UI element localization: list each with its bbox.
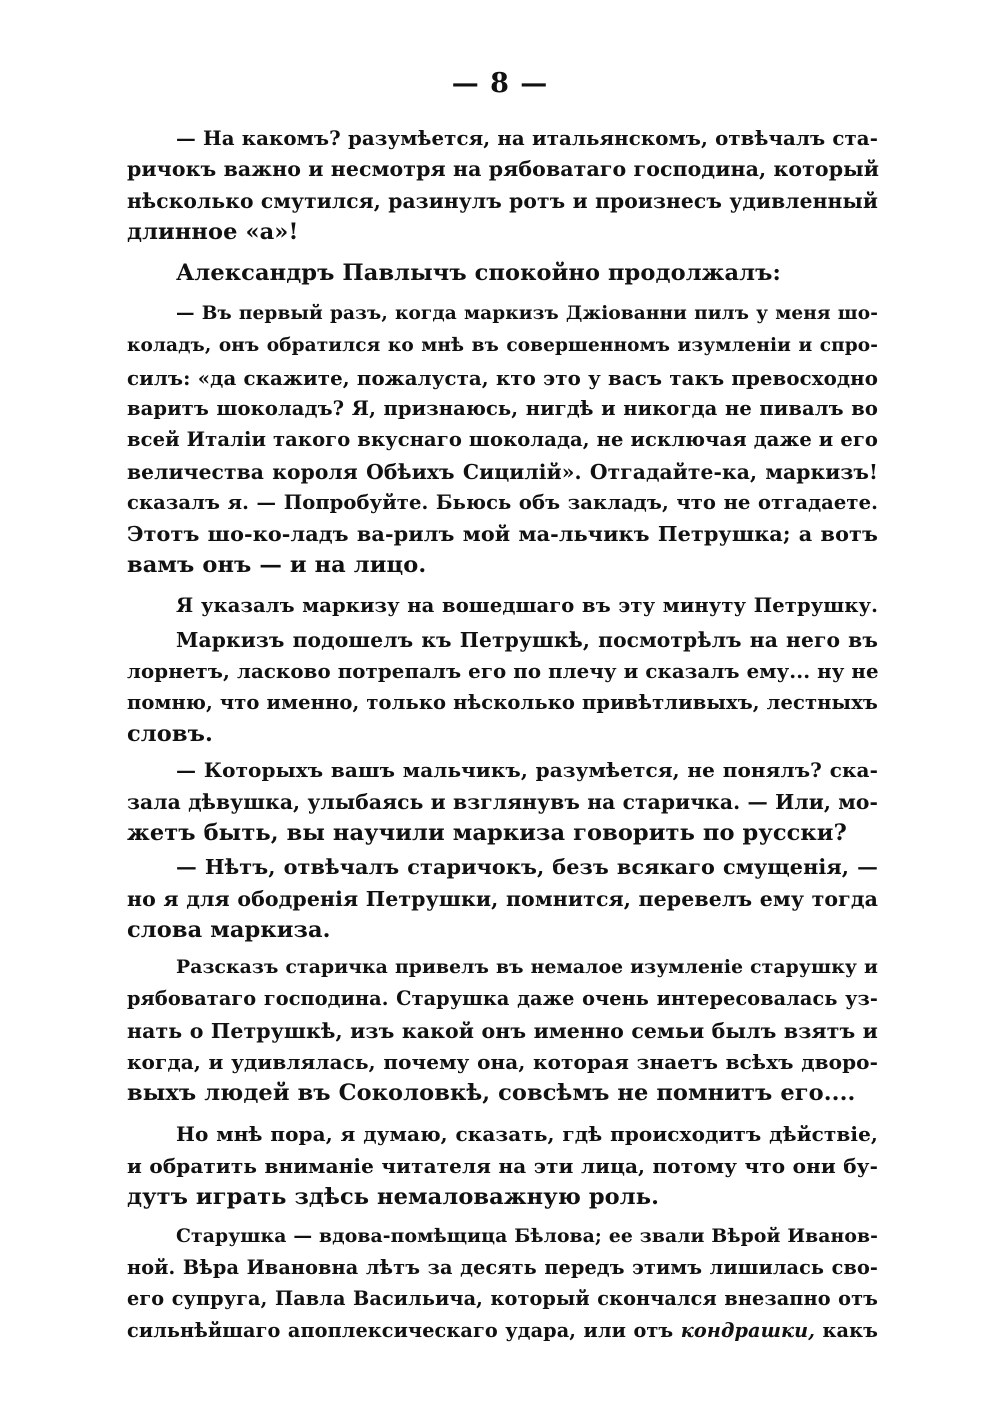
text-line: его супруга, Павла Васильича, который скончался внезапно отъ (127, 1287, 878, 1310)
text-line: выхъ людей въ Соколовкѣ, совсѣмъ не помнитъ его.... (127, 1080, 856, 1106)
text-line: нѣсколько смутился, разинулъ ротъ и произнесъ удивленный (127, 189, 878, 213)
text-line: Этотъ шо-ко-ладъ ва-рилъ мой ма-льчикъ Петрушка; а вотъ (127, 522, 878, 546)
page-number: — 8 — (451, 68, 549, 99)
text-line: длинное «а»! (127, 219, 299, 245)
text-line: коладъ, онъ обратился ко мнѣ въ совершенномъ изумленіи и спро- (127, 335, 878, 356)
text-line: когда, и удивлялась, почему она, которая знаетъ всѣхъ дворо- (127, 1050, 878, 1074)
text-line: жетъ быть, вы научили маркиза говорить по русски? (127, 820, 847, 846)
text-line: нать о Петрушкѣ, изъ какой онъ именно семьи былъ взятъ и (127, 1019, 878, 1043)
text-line: сказалъ я. — Попробуйте. Бьюсь объ закладъ, что не отгадаете. (127, 491, 878, 514)
text-line: Маркизъ подошелъ къ Петрушкѣ, посмотрѣлъ на него въ (176, 628, 878, 652)
text-line: но я для ободренія Петрушки, помнится, перевелъ ему тогда (127, 887, 878, 911)
text-segment: какъ (822, 1319, 878, 1342)
text-line: всей Италіи такого вкуснаго шоколада, не исключая даже и его (127, 428, 878, 451)
text-line: силъ: «да скажите, пожалуста, кто это у васъ такъ превосходно (127, 366, 878, 390)
text-line: лорнетъ, ласково потрепалъ его по плечу и сказалъ ему... ну не (127, 659, 879, 683)
text-line: — На какомъ? разумѣется, на итальянскомъ, отвѣчалъ ста- (176, 126, 878, 150)
text-line: зала дѣвушка, улыбаясь и взглянувъ на старичка. — Или, мо- (127, 790, 878, 814)
text-line: помню, что именно, только нѣсколько привѣтливыхъ, лестныхъ (127, 691, 878, 714)
text-line: — Нѣтъ, отвѣчалъ старичокъ, безъ всякаго смущенія, — (176, 855, 878, 879)
text-line: рябоватаго господина. Старушка даже очень интересовалась уз- (127, 987, 878, 1010)
text-line: и обратить вниманіе читателя на эти лица, потому что они бу- (127, 1154, 878, 1178)
text-line: Старушка — вдова-помѣщица Бѣлова; ее звали Вѣрой Иванов- (176, 1225, 878, 1247)
text-line: варитъ шоколадъ? Я, признаюсь, нигдѣ и никогда не пивалъ во (127, 397, 878, 420)
text-segment: сильнѣйшаго апоплексическаго удара, или отъ (127, 1319, 674, 1342)
text-line: ричокъ важно и несмотря на рябоватаго господина, который (127, 157, 880, 181)
text-line: словъ. (127, 721, 213, 747)
text-line: ной. Вѣра Ивановна лѣтъ за десять передъ этимъ лишилась сво- (127, 1256, 878, 1279)
text-line: Но мнѣ пора, я думаю, сказать, гдѣ происходитъ дѣйствіе, (176, 1122, 878, 1146)
text-line: вамъ онъ — и на лицо. (127, 552, 427, 578)
text-line: — Въ первый разъ, когда маркизъ Джіованни пилъ у меня шо- (176, 303, 878, 324)
text-line: слова маркиза. (127, 917, 331, 943)
text-line: дутъ играть здѣсь немаловажную роль. (127, 1184, 660, 1210)
text-line (127, 1316, 878, 1346)
text-line: величества короля Обѣихъ Сицилій». Отгадайте-ка, маркизъ! (127, 460, 878, 484)
text-line: Я указалъ маркизу на вошедшаго въ эту минуту Петрушку. (176, 594, 878, 617)
italic-word: кондрашки, (680, 1319, 816, 1342)
text-line: Разсказъ старичка привелъ въ немалое изумленіе старушку и (176, 956, 878, 978)
text-line: Александръ Павлычъ спокойно продолжалъ: (176, 260, 781, 286)
text-line: — Которыхъ вашъ мальчикъ, разумѣется, не понялъ? ска- (176, 758, 878, 782)
